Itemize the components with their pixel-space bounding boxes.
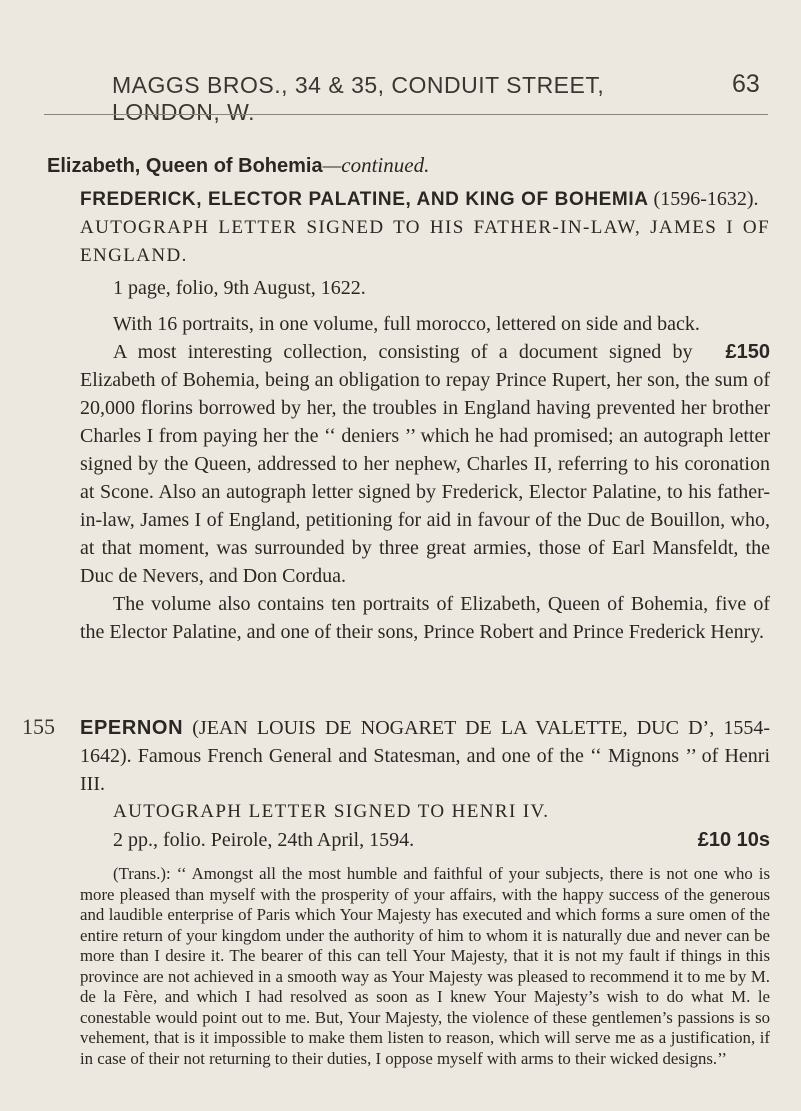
translated-letter: (Trans.): ‘‘ Amongst all the most humble and faithful of your subjects, there is not one who is more pleased than myself with the prosperity of your affairs, with the happy success of the generous and laudible enterprise of Paris which Your Majesty has executed and which forms a sure omen of the entire return of your kingdom under the authority of him to whom it is naturally due and never can be more than I desire it. The bearer of this can tell Your Majesty, that it is not my fault if things in this province are not achieved in a smooth way as Your Majesty was pleased to recommend it to me by M. de la Fère, and which I had resolved as soon as I knew Your Majesty’s wish to do what M. le conestable would point out to me. But, Your Majesty, the violence of these gentlemen’s passions is so vehement, that is it impossible to make them listen to reason, which will serve me as a justification, if in case of their not returning to their duties, I oppose myself with arms to their wicked designs.’’: [80, 864, 770, 1068]
header-rule: [44, 114, 768, 115]
item-binding: [80, 310, 770, 363]
item-description-volume: The volume also contains ten portraits of Elizabeth, Queen of Bohemia, five of the Elector Palatine, and one of their sons, Prince Robert and Prince Frederick Henry.: [80, 593, 770, 643]
item-details: 2 pp., folio. Peirole, 24th April, 1594.: [113, 829, 415, 851]
catalogue-entry-frederick: [80, 185, 770, 646]
item-description: A most interesting collection, consisting of a document signed by Elizabeth of Bohemia, being an obligation to repay Prince Rupert, her son, the sum of 20,000 florins borrowed by her, the troubles in England having prevented her brother Charles I from paying her the ‘‘ deniers ’’ which he had promised; an autograph letter signed by the Queen, addressed to her nephew, Charles II, referring to his coronation at Scone. Also an autograph letter signed by Frederick, Elector Palatine, to his father-in-law, James I of England, petitioning for aid in favour of the Duc de Bouillon, who, at that moment, was surrounded by three great armies, those of Earl Mansfeldt, the Duc de Nevers, and Don Cordua.: [80, 341, 770, 587]
entry-name: FREDERICK, ELECTOR PALATINE, AND KING OF BOHEMIA: [80, 189, 649, 210]
entry-name: EPERNON: [80, 717, 184, 739]
running-head: MAGGS BROS., 34 & 35, CONDUIT STREET, LONDON, W.: [112, 72, 605, 125]
entry-heading: [80, 714, 770, 798]
item-price: £10 10s: [697, 829, 770, 851]
lot-number: 155: [22, 714, 55, 739]
entry-heading: [80, 185, 770, 214]
item-details-line: [80, 826, 770, 854]
section-heading: [47, 153, 767, 178]
section-heading-title: Elizabeth, Queen of Bohemia: [47, 155, 323, 177]
binding-text: With 16 portraits, in one volume, full morocco, lettered on side and back.: [113, 313, 700, 335]
catalogue-entry-epernon: [80, 714, 770, 1069]
entry-name-rest: (JEAN LOUIS DE NOGARET DE LA VALETTE, DUC D’, 1554-1642).: [80, 717, 770, 767]
entry-dates: (1596-1632).: [653, 188, 759, 210]
page-number: 63: [732, 70, 760, 98]
item-details: 1 page, folio, 9th August, 1622.: [113, 277, 366, 299]
section-heading-continued: —continued.: [322, 153, 430, 177]
item-title: AUTOGRAPH LETTER SIGNED TO HENRI IV.: [113, 801, 550, 822]
item-price: £150: [725, 341, 770, 363]
entry-intro: Famous French General and Statesman, and one of the ‘‘ Mignons ’’ of Henri III.: [80, 745, 771, 795]
item-title: AUTOGRAPH LETTER SIGNED TO HIS FATHER-IN-LAW, JAMES I OF ENGLAND.: [80, 217, 770, 266]
